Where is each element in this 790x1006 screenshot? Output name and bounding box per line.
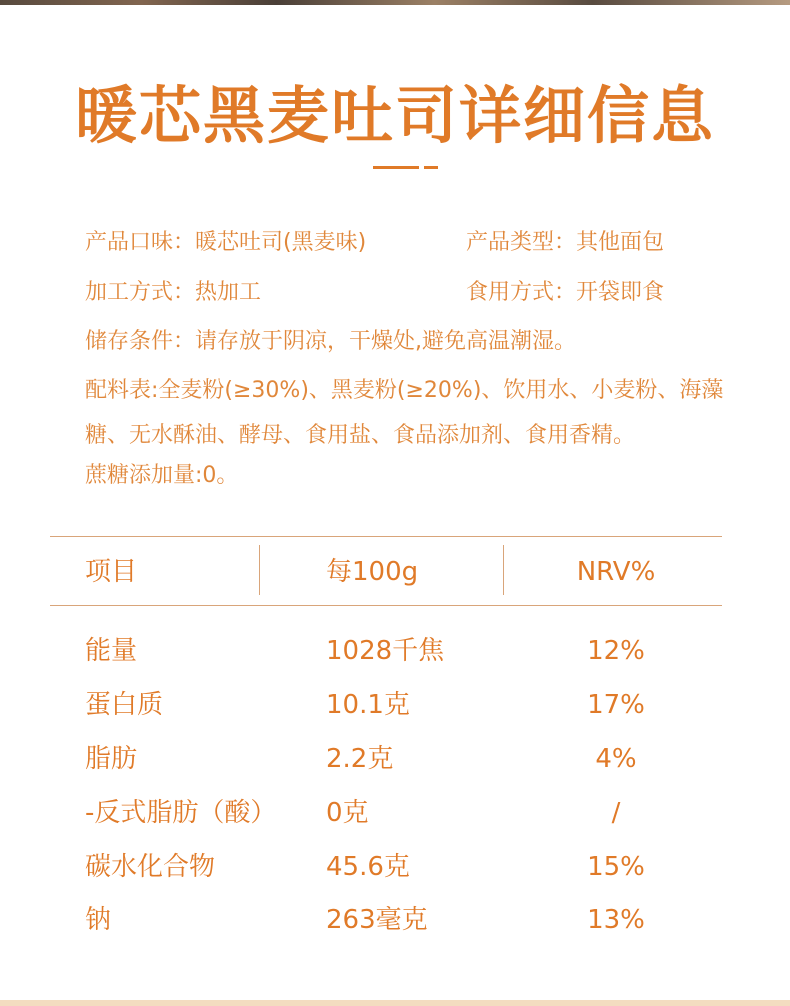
row-name: -反式脂肪（酸） <box>85 798 277 828</box>
bottom-strip <box>0 1000 790 1006</box>
row-value: 263毫克 <box>326 905 428 935</box>
header-nrv: NRV% <box>576 557 656 587</box>
row-name: 蛋白质 <box>85 690 164 720</box>
row-nrv: 17% <box>587 690 645 720</box>
header-item: 项目 <box>85 557 138 587</box>
title-underline-short <box>424 166 438 169</box>
title-underline-long <box>373 166 419 169</box>
row-nrv: 4% <box>595 744 637 774</box>
info-processing: 加工方式：热加工 <box>85 280 262 305</box>
row-name: 碳水化合物 <box>85 852 216 882</box>
row-value: 10.1克 <box>326 690 410 720</box>
row-nrv: 12% <box>587 636 645 666</box>
row-nrv: 15% <box>587 852 645 882</box>
row-value: 1028千焦 <box>326 636 445 666</box>
info-storage: 储存条件：请存放于阴凉，干燥处,避免高温潮湿。 <box>85 329 576 354</box>
row-value: 2.2克 <box>326 744 394 774</box>
info-type: 产品类型：其他面包 <box>466 230 665 255</box>
row-name: 钠 <box>85 905 112 935</box>
row-name: 能量 <box>85 636 138 666</box>
row-value: 45.6克 <box>326 852 410 882</box>
page-title: 暖芯黑麦吐司详细信息 <box>74 79 715 152</box>
header-separator-2 <box>503 545 504 595</box>
header-separator-1 <box>259 545 260 595</box>
row-nrv: 13% <box>587 905 645 935</box>
table-header-rule <box>50 605 722 606</box>
row-nrv: / <box>611 798 621 828</box>
info-sugar: 蔗糖添加量:0。 <box>85 463 239 488</box>
info-usage: 食用方式：开袋即食 <box>466 280 665 305</box>
row-value: 0克 <box>326 798 369 828</box>
table-top-rule <box>50 536 722 537</box>
header-per-100g: 每100g <box>326 557 419 587</box>
info-ingredients: 配料表:全麦粉(≥30%)、黑麦粉(≥20%)、饮用水、小麦粉、海藻糖、无水酥油、酵母、食用盐、食品添加剂、食用香精。 <box>85 378 724 448</box>
info-flavor: 产品口味：暖芯吐司(黑麦味) <box>85 230 367 255</box>
top-photo-strip <box>0 0 790 5</box>
row-name: 脂肪 <box>85 744 138 774</box>
